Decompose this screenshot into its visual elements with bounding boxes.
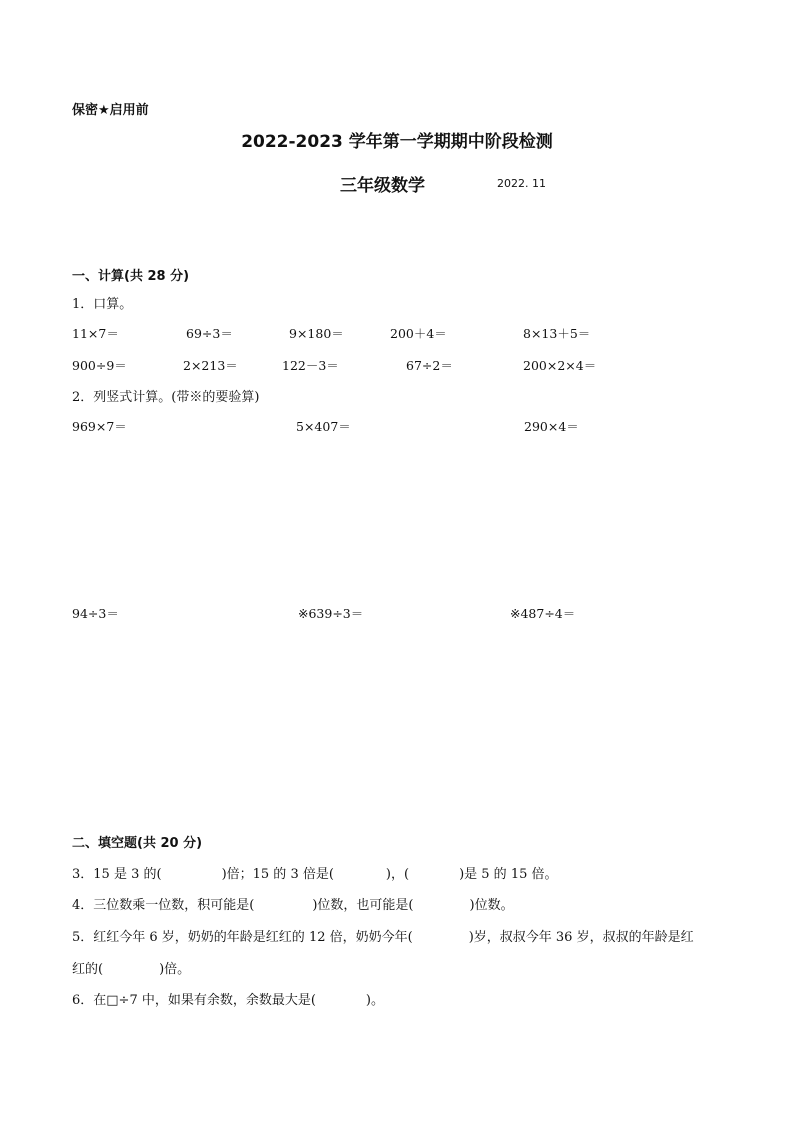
question-text: )，( — [385, 867, 410, 882]
exam-title: 2022-2023 学年第一学期期中阶段检测 — [241, 132, 553, 152]
question-5-line-2 — [72, 958, 190, 977]
confidential-label: 保密★启用前 — [72, 103, 149, 118]
oral-expression: 67÷2＝ — [406, 358, 453, 373]
question-4 — [72, 894, 514, 913]
question-2-label: 2．列竖式计算。(带※的要验算) — [72, 390, 260, 405]
vertical-calc-expression: 969×7＝ — [72, 419, 127, 434]
oral-expression: 200×2×4＝ — [523, 358, 597, 373]
exam-date: 2022. 11 — [497, 177, 546, 190]
question-text: )倍；15 的 3 倍是( — [221, 867, 334, 882]
question-text: )是 5 的 15 倍。 — [459, 867, 558, 882]
question-6 — [72, 989, 384, 1008]
vertical-calc-expression: ※487÷4＝ — [510, 606, 576, 621]
oral-expression: 9×180＝ — [289, 326, 344, 341]
question-text: )位数，也可能是( — [312, 898, 414, 913]
vertical-calc-expression: 290×4＝ — [524, 419, 579, 434]
question-text: )岁，叔叔今年 36 岁，叔叔的年龄是红 — [468, 930, 694, 945]
oral-expression: 11×7＝ — [72, 326, 119, 341]
question-1-label: 1．口算。 — [72, 297, 133, 312]
question-text: 4．三位数乘一位数，积可能是( — [72, 898, 255, 913]
question-text: 5．红红今年 6 岁，奶奶的年龄是红红的 12 倍，奶奶今年( — [72, 930, 413, 945]
exam-subtitle: 三年级数学 — [340, 176, 425, 196]
vertical-calc-expression: 5×407＝ — [296, 419, 351, 434]
oral-expression: 900÷9＝ — [72, 358, 127, 373]
oral-expression: 8×13＋5＝ — [523, 326, 591, 341]
question-5-line-1 — [72, 926, 694, 945]
vertical-calc-expression: ※639÷3＝ — [298, 606, 364, 621]
section-heading-fill-in: 二、填空题(共 20 分) — [72, 836, 203, 851]
oral-expression: 2×213＝ — [183, 358, 238, 373]
oral-expression: 200＋4＝ — [390, 326, 447, 341]
vertical-calc-expression: 94÷3＝ — [72, 606, 119, 621]
section-heading-calculation: 一、计算(共 28 分) — [72, 269, 190, 284]
question-text: )位数。 — [469, 898, 514, 913]
oral-expression: 69÷3＝ — [186, 326, 233, 341]
question-3 — [72, 863, 558, 882]
oral-expression: 122－3＝ — [282, 358, 339, 373]
question-text: )。 — [365, 993, 384, 1008]
question-text: )倍。 — [159, 962, 191, 977]
question-text: 3．15 是 3 的( — [72, 867, 162, 882]
question-text: 6．在□÷7 中，如果有余数，余数最大是( — [72, 993, 316, 1008]
question-text: 红的( — [72, 962, 104, 977]
